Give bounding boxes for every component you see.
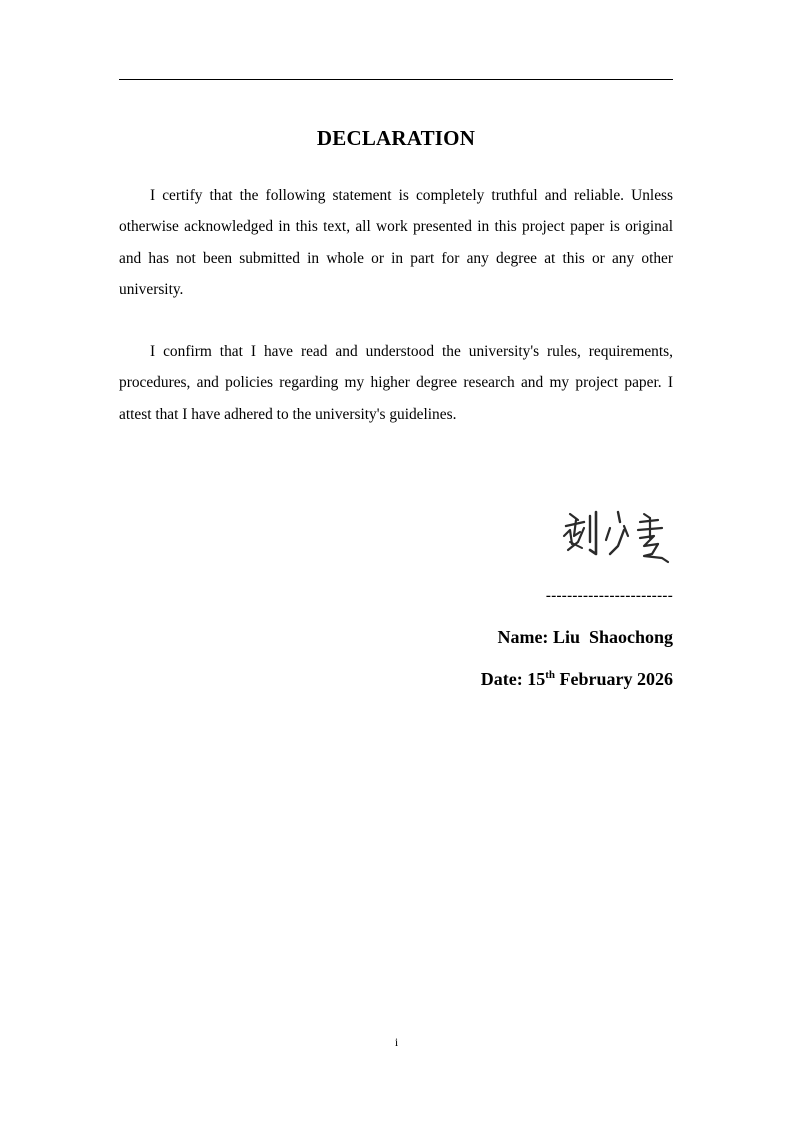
date-day: 15 [527,669,546,689]
declaration-paragraph-1: I certify that the following statement is completely truthful and reliable. Unless otherwise acknowledged in this text, all work presented in this project paper is original and has not been submitted in whole or in part for any degree at this or any other university. [119,187,673,298]
declaration-paragraph-2: I confirm that I have read and understood the university's rules, requirements, procedures, and policies regarding my higher degree research and my project paper. I attest that I have adhered to the university's guidelines. [119,343,673,423]
name-label: Name: [497,627,549,647]
handwritten-signature [540,492,675,570]
date-line [400,667,673,691]
signature-line: ------------------------ [545,588,673,604]
header-rule [119,79,673,80]
page-number: i [394,1035,399,1049]
name-value: Liu Shaochong [552,627,673,647]
date-rest: February 2026 [559,669,673,689]
date-suffix: th [545,669,556,681]
page-title: DECLARATION [316,126,476,150]
name-line [400,625,673,649]
date-label: Date: [480,669,523,689]
